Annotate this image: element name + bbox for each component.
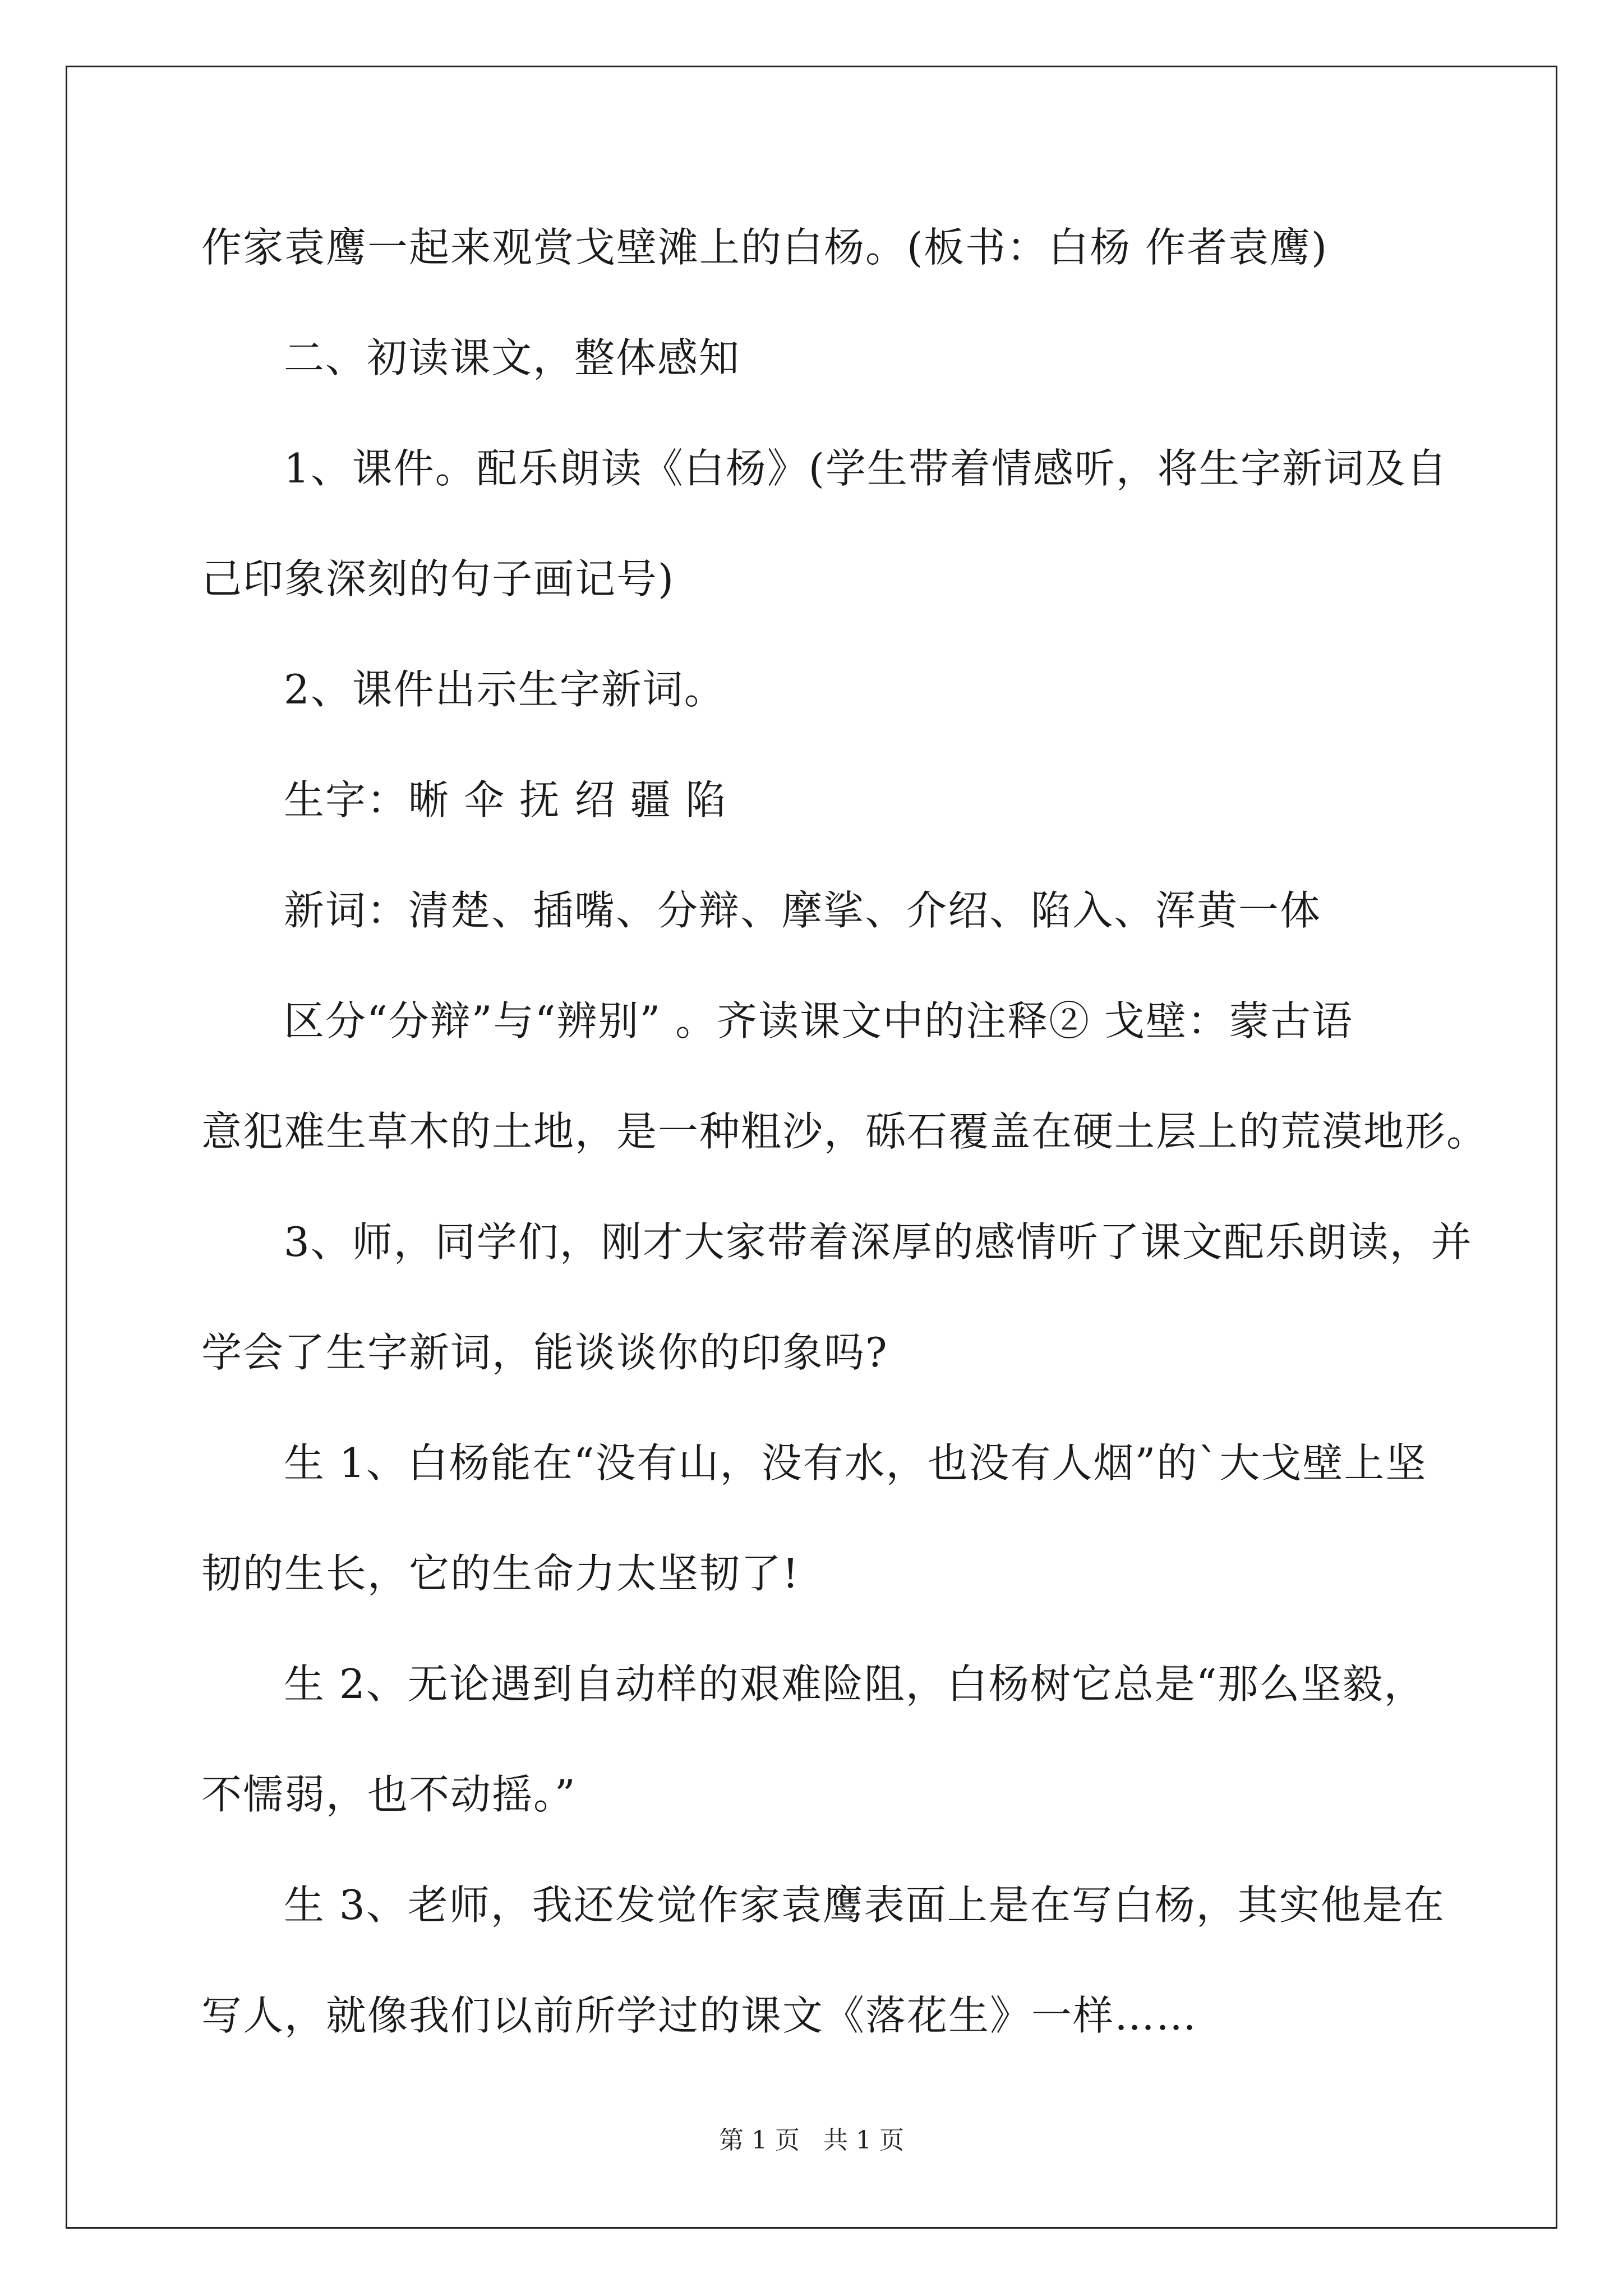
text-line-9: 意犯难生草木的土地，是一种粗沙，砾石覆盖在硬土层上的荒漠地形。 <box>201 1108 1488 1155</box>
text-line-17: 写人，就像我们以前所学过的课文《落花生》一样…… <box>201 1992 1198 2039</box>
text-line-1: 作家袁鹰一起来观赏戈壁滩上的白杨。(板书：白杨 作者袁鹰) <box>201 224 1329 271</box>
text-line-15: 不懦弱，也不动摇。” <box>201 1771 577 1818</box>
text-line-13: 韧的生长，它的生命力太坚韧了! <box>201 1550 800 1597</box>
text-line-11: 学会了生字新词，能谈谈你的印象吗? <box>201 1329 888 1376</box>
text-line-3: 1、课件。配乐朗读《白杨》(学生带着情感听，将生字新词及自 <box>284 445 1448 492</box>
text-line-6: 生字：晰 伞 抚 绍 疆 陷 <box>284 776 727 823</box>
text-line-7: 新词：清楚、插嘴、分辩、摩挲、介绍、陷入、浑黄一体 <box>284 887 1322 934</box>
text-line-16: 生 3、老师，我还发觉作家袁鹰表面上是在写白杨，其实他是在 <box>284 1881 1445 1929</box>
text-line-8: 区分“分辩”与“辨别” 。齐读课文中的注释② 戈壁：蒙古语 <box>284 997 1354 1045</box>
text-line-12: 生 1、白杨能在“没有山，没有水，也没有人烟”的`大戈壁上坚 <box>284 1439 1427 1487</box>
text-line-4: 己印象深刻的句子画记号) <box>201 555 675 602</box>
text-line-10: 3、师，同学们，刚才大家带着深厚的感情听了课文配乐朗读，并 <box>284 1218 1473 1266</box>
text-line-2: 二、初读课文，整体感知 <box>284 334 741 381</box>
page-number-footer: 第 1 页 共 1 页 <box>719 2126 904 2155</box>
text-line-5: 2、课件出示生字新词。 <box>284 666 726 713</box>
text-line-14: 生 2、无论遇到自动样的艰难险阻，白杨树它总是“那么坚毅， <box>284 1660 1426 1708</box>
